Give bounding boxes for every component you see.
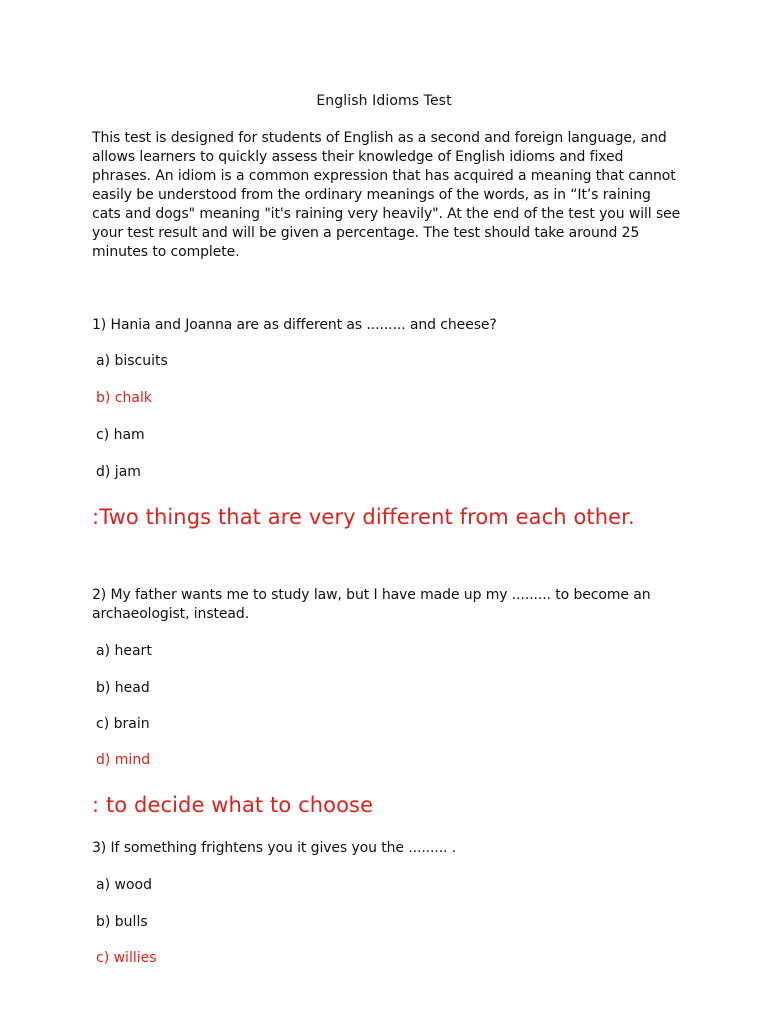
document-title: English Idioms Test	[316, 93, 452, 109]
question-2-option-c: c) brain	[96, 716, 150, 732]
question-2-text: 2) My father wants me to study law, but I have made up my ......... to become an archaeologist, instead.	[92, 587, 651, 622]
question-2-option-a: a) heart	[96, 643, 152, 659]
question-1-text: 1) Hania and Joanna are as different as ......... and cheese?	[92, 317, 497, 333]
question-1-option-a: a) biscuits	[96, 353, 168, 369]
question-1-explanation: :Two things that are very different from each other.	[92, 505, 635, 529]
question-2-explanation: : to decide what to choose	[92, 793, 374, 817]
question-3-option-c-correct: c) willies	[96, 950, 157, 966]
question-2-option-b: b) head	[96, 680, 150, 696]
question-1-option-c: c) ham	[96, 427, 145, 443]
question-3-text: 3) If something frightens you it gives you the ......... .	[92, 840, 457, 856]
intro-paragraph: This test is designed for students of English as a second and foreign language, and allows learners to quickly assess their knowledge of English idioms and fixed phrases. An idiom is a common expression that has acquired a meaning that cannot easily be understood from the ordinary meanings of the words, as in “It’s raining cats and dogs" meaning "it's raining very heavily". At the end of the test you will see your test result and will be given a percentage. The test should take around 25 minutes to complete.	[92, 130, 681, 260]
question-2-option-d-correct: d) mind	[96, 752, 151, 768]
question-3-option-b: b) bulls	[96, 914, 148, 930]
question-1-option-d: d) jam	[96, 464, 141, 480]
question-1-option-b-correct: b) chalk	[96, 390, 152, 406]
question-3-option-a: a) wood	[96, 877, 152, 893]
